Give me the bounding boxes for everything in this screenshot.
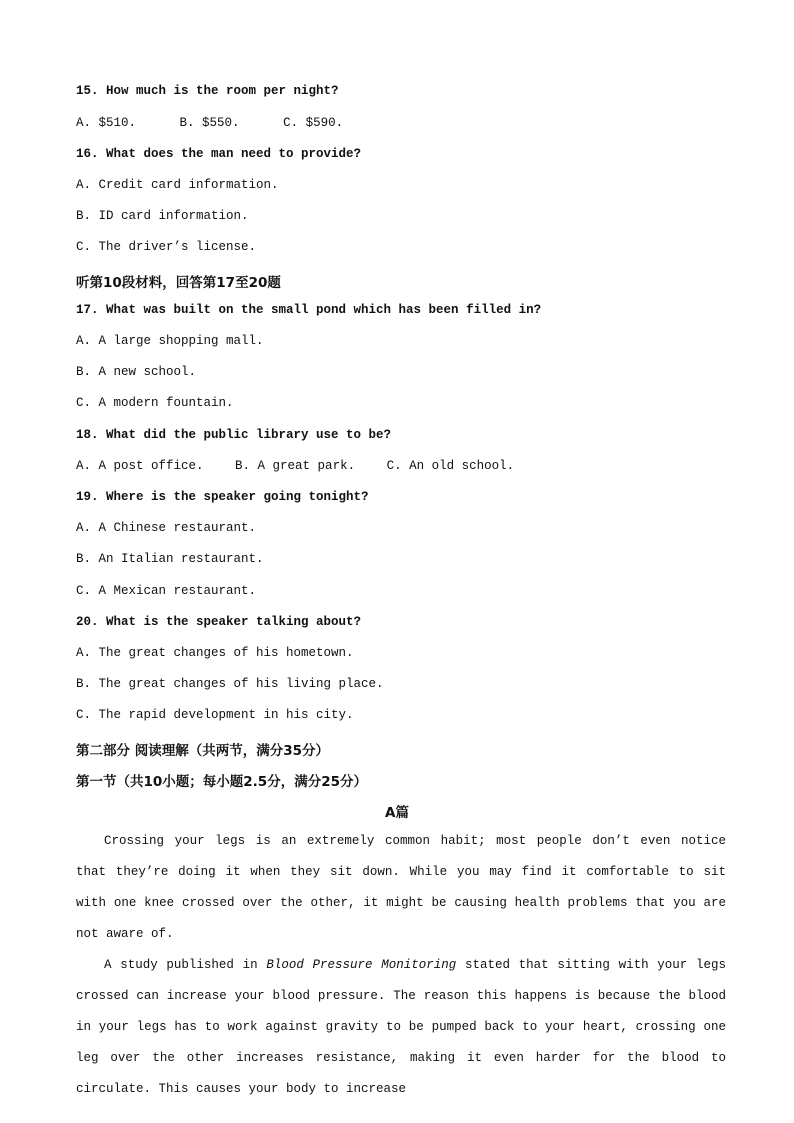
question-16: 16. What does the man need to provide? — [76, 147, 362, 161]
paragraph-2: A study published in Blood Pressure Monitoring stated that sitting with your legs crossed can increase your blood pressure. The reason this happens is because the blood in your legs has to work against gravity to be pumped back to your heart, crossing one leg over the other increases resistance, making it even harder for the blood to circulate. This causes your body to increase — [76, 958, 727, 1096]
paragraph-1: Crossing your legs is an extremely common habit; most people don’t even notice that they’re doing it when they sit down. While you may find it comfortable to sit with one knee crossed over the other, it might be causing health problems that you are not aware of. — [76, 834, 726, 941]
option-b: B. A great park. — [235, 459, 356, 473]
option-b: B. ID card information. — [76, 209, 249, 223]
question-19: 19. Where is the speaker going tonight? — [76, 490, 369, 504]
option-c: C. A modern fountain. — [76, 396, 234, 410]
option-c: C. An old school. — [386, 459, 515, 473]
option-c: C. A Mexican restaurant. — [76, 584, 257, 598]
option-c: C. The rapid development in his city. — [76, 708, 354, 722]
part-2-heading: 第二部分 阅读理解（共两节，满分35分） — [76, 743, 329, 759]
section-1-heading: 第一节（共10小题；每小题2.5分，满分25分） — [76, 774, 367, 790]
passage-10-heading: 听第10段材料，回答第17至20题 — [76, 275, 281, 291]
option-b: B. An Italian restaurant. — [76, 552, 264, 566]
journal-title: Blood Pressure Monitoring — [266, 958, 457, 972]
option-b: B. $550. — [179, 116, 240, 130]
question-15: 15. How much is the room per night? — [76, 84, 339, 98]
question-20: 20. What is the speaker talking about? — [76, 615, 362, 629]
question-17: 17. What was built on the small pond which has been filled in? — [76, 303, 542, 317]
option-b: B. A new school. — [76, 365, 197, 379]
options-18 — [76, 459, 514, 473]
option-a: A. A Chinese restaurant. — [76, 521, 257, 535]
options-15 — [76, 116, 343, 130]
option-c: C. The driver’s license. — [76, 240, 257, 254]
option-a: A. $510. — [76, 116, 137, 130]
option-a: A. The great changes of his hometown. — [76, 646, 354, 660]
article-title: A篇 — [385, 805, 409, 821]
article-body — [76, 826, 726, 1105]
question-18: 18. What did the public library use to be? — [76, 428, 392, 442]
option-a: A. A large shopping mall. — [76, 334, 264, 348]
option-b: B. The great changes of his living place. — [76, 677, 384, 691]
option-c: C. $590. — [283, 116, 344, 130]
option-a: A. A post office. — [76, 459, 204, 473]
option-a: A. Credit card information. — [76, 178, 279, 192]
